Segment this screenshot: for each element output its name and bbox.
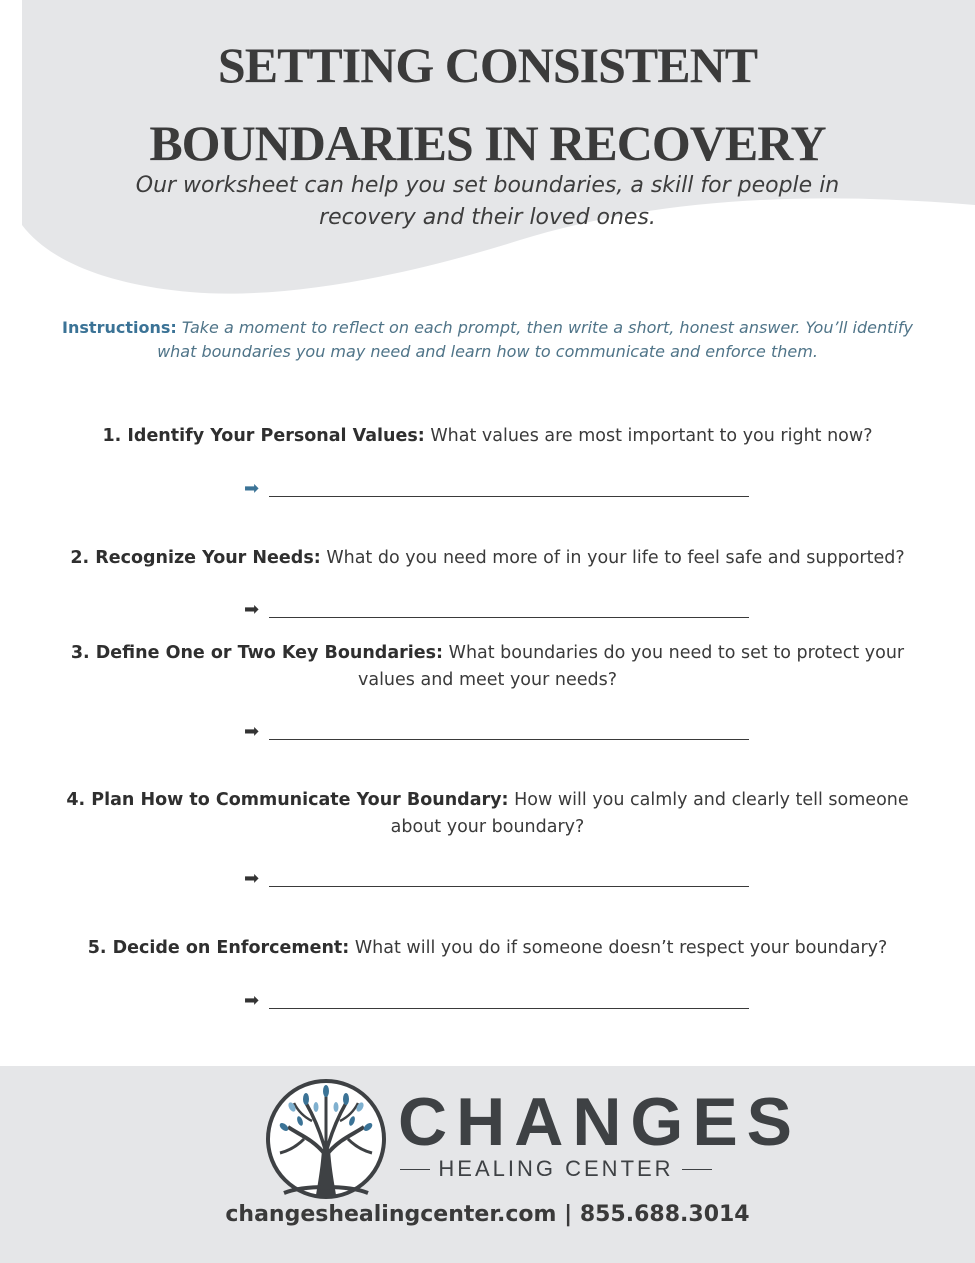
arrow-right-icon: ➡ [244, 868, 260, 889]
answer-underline [269, 739, 749, 740]
instructions-text: Take a moment to reflect on each prompt, then write a short, honest answer. You’ll identify what boundaries you may need and learn how to communicate and enforce them. [157, 318, 913, 361]
title-line-2: BOUNDARIES IN RECOVERY [149, 115, 826, 171]
answer-underline [269, 1008, 749, 1009]
brand-rule-left [400, 1169, 430, 1170]
prompt-2-heading: 2. Recognize Your Needs: [70, 548, 321, 568]
prompt-5 [40, 935, 935, 962]
prompt-4 [40, 787, 935, 841]
brand-subtitle-text: HEALING CENTER [438, 1156, 674, 1181]
answer-line-1[interactable] [244, 478, 749, 502]
brand-rule-right [682, 1169, 712, 1170]
arrow-right-icon: ➡ [244, 478, 260, 499]
tree-logo-icon [264, 1077, 388, 1201]
prompt-3-heading: 3. Define One or Two Key Boundaries: [70, 643, 444, 663]
prompt-2-question: What do you need more of in your life to feel safe and supported? [326, 548, 905, 568]
prompt-5-question: What will you do if someone doesn’t respect your boundary? [354, 938, 888, 958]
arrow-right-icon: ➡ [244, 721, 260, 742]
prompt-1-question: What values are most important to you right now? [430, 426, 873, 446]
brand-subtitle [400, 1156, 712, 1182]
page-subtitle: Our worksheet can help you set boundaries, a skill for people in recovery and their loved ones. [135, 173, 840, 230]
title-line-1: SETTING CONSISTENT [217, 37, 758, 93]
arrow-right-icon: ➡ [244, 599, 260, 620]
arrow-right-icon: ➡ [244, 990, 260, 1011]
prompt-4-question: How will you calmly and clearly tell someone about your boundary? [390, 790, 909, 837]
instructions-label: Instructions: [62, 318, 177, 337]
answer-underline [269, 617, 749, 618]
page-title [0, 26, 975, 182]
answer-line-5[interactable] [244, 990, 749, 1014]
prompt-3-question: What boundaries do you need to set to protect your values and meet your needs? [357, 643, 905, 690]
prompt-1-heading: 1. Identify Your Personal Values: [102, 426, 425, 446]
answer-line-2[interactable] [244, 599, 749, 623]
brand-name: CHANGES [398, 1084, 802, 1160]
prompt-4-heading: 4. Plan How to Communicate Your Boundary: [66, 790, 509, 810]
contact-info[interactable]: changeshealingcenter.com | 855.688.3014 [225, 1202, 750, 1227]
answer-line-3[interactable] [244, 721, 749, 745]
prompt-5-heading: 5. Decide on Enforcement: [87, 938, 350, 958]
footer [0, 1066, 975, 1263]
prompt-3 [40, 640, 935, 694]
prompt-2 [40, 545, 935, 572]
instructions [50, 316, 925, 364]
prompt-1 [40, 423, 935, 450]
answer-line-4[interactable] [244, 868, 749, 892]
answer-underline [269, 886, 749, 887]
answer-underline [269, 496, 749, 497]
